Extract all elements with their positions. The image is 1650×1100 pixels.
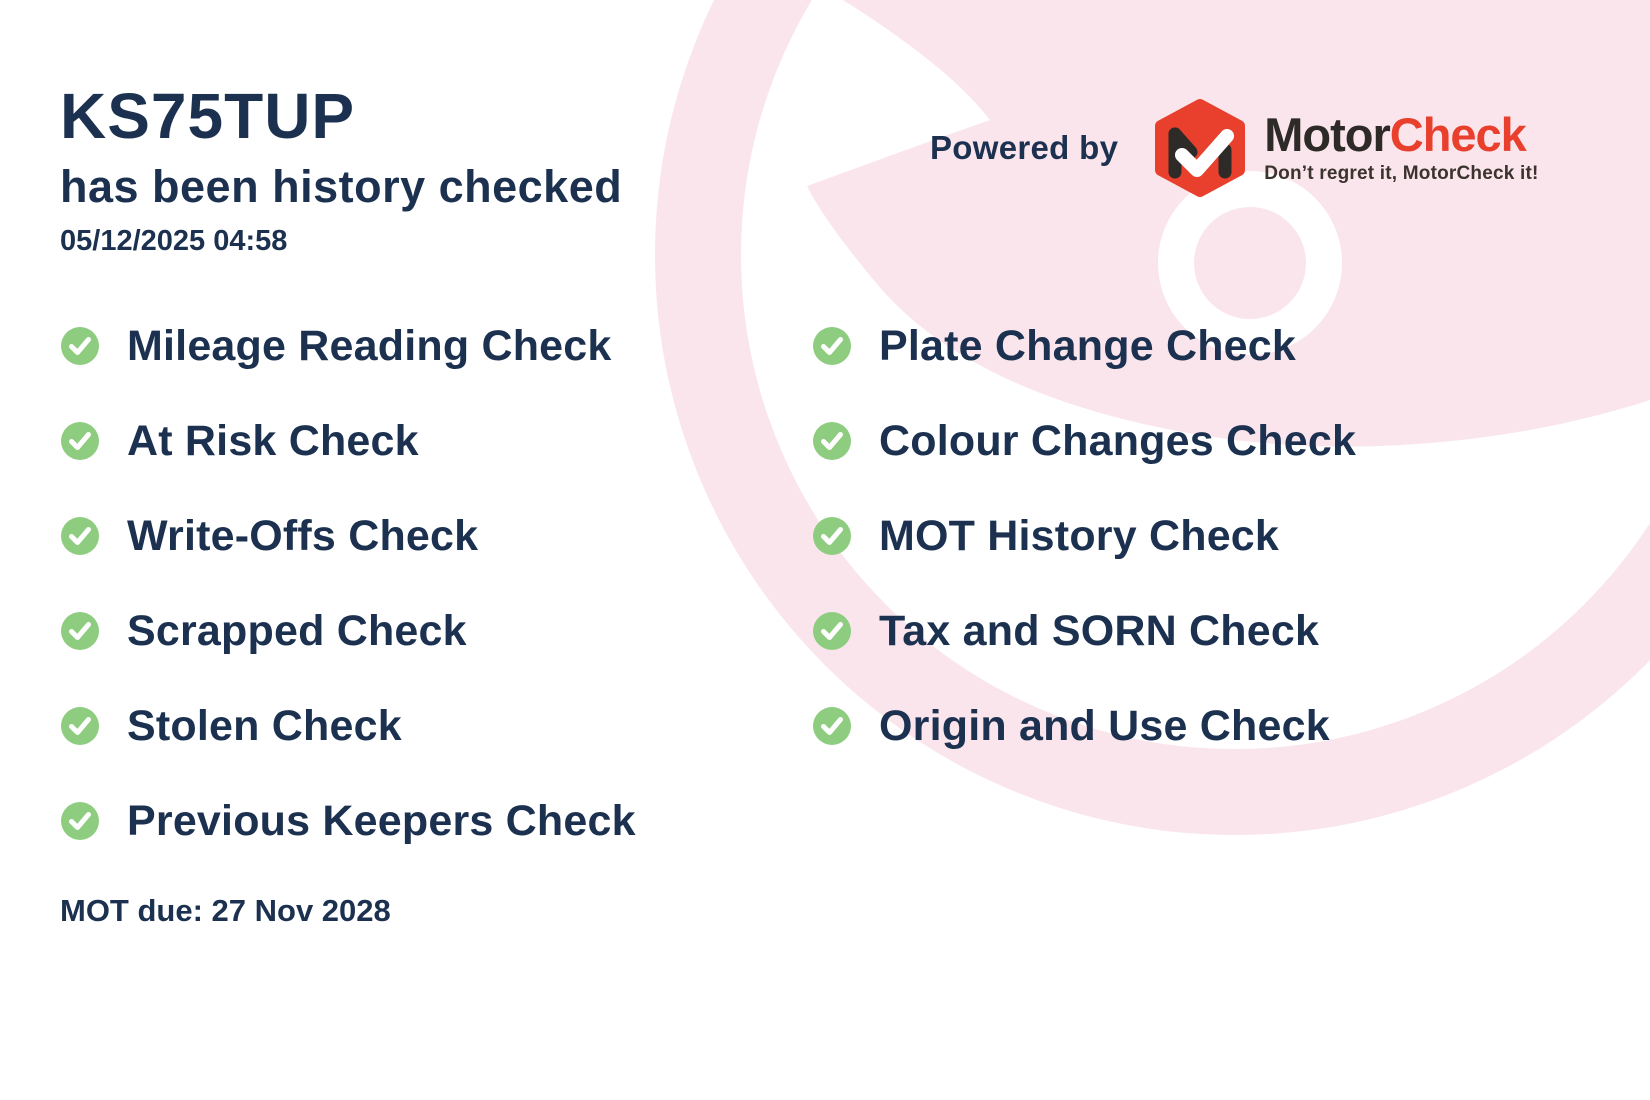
check-item-label: Mileage Reading Check: [127, 321, 612, 370]
check-circle-icon: [60, 801, 100, 841]
check-item: [812, 696, 1356, 756]
check-circle-icon: [812, 421, 852, 461]
check-circle-icon: [812, 326, 852, 366]
header: [60, 80, 623, 257]
check-circle-icon: [812, 706, 852, 746]
check-item: [60, 601, 636, 661]
motorcheck-wordmark: [1264, 108, 1539, 185]
mot-due-text: MOT due: 27 Nov 2028: [60, 893, 391, 928]
registration-plate: KS75TUP: [60, 80, 356, 152]
check-item-label: MOT History Check: [879, 511, 1280, 560]
check-item-label: At Risk Check: [127, 416, 419, 465]
checks-column-right: [812, 316, 1356, 756]
check-item: [60, 696, 636, 756]
check-item: [60, 411, 636, 471]
check-item-label: Scrapped Check: [127, 606, 467, 655]
check-circle-icon: [812, 516, 852, 556]
check-circle-icon: [60, 421, 100, 461]
check-circle-icon: [60, 326, 100, 366]
check-item-label: Colour Changes Check: [879, 416, 1357, 465]
check-item-label: Stolen Check: [127, 701, 402, 750]
check-item: [812, 411, 1356, 471]
brand-name-check: Check: [1389, 108, 1526, 161]
powered-by-label: Powered by: [930, 129, 1119, 166]
page-title: has been history checked: [60, 161, 623, 212]
check-item: [60, 791, 636, 851]
check-circle-icon: [60, 516, 100, 556]
check-item-label: Previous Keepers Check: [127, 796, 636, 845]
check-item-label: Plate Change Check: [879, 321, 1297, 370]
check-item: [812, 316, 1356, 376]
powered-by-row: [930, 98, 1539, 198]
check-item-label: Write-Offs Check: [127, 511, 479, 560]
motorcheck-hexagon-check-icon: [1154, 98, 1246, 198]
checks-column-left: [60, 316, 636, 851]
check-item: [812, 506, 1356, 566]
brand-tagline: Don’t regret it, MotorCheck it!: [1264, 163, 1539, 184]
brand-name-motor: Motor: [1264, 108, 1390, 161]
check-item: [60, 316, 636, 376]
check-timestamp: 05/12/2025 04:58: [60, 225, 288, 257]
brand-name: [1264, 108, 1538, 161]
check-item: [812, 601, 1356, 661]
check-item-label: Origin and Use Check: [879, 701, 1330, 750]
check-circle-icon: [60, 706, 100, 746]
check-circle-icon: [60, 611, 100, 651]
check-item-label: Tax and SORN Check: [879, 606, 1320, 655]
check-circle-icon: [812, 611, 852, 651]
check-item: [60, 506, 636, 566]
